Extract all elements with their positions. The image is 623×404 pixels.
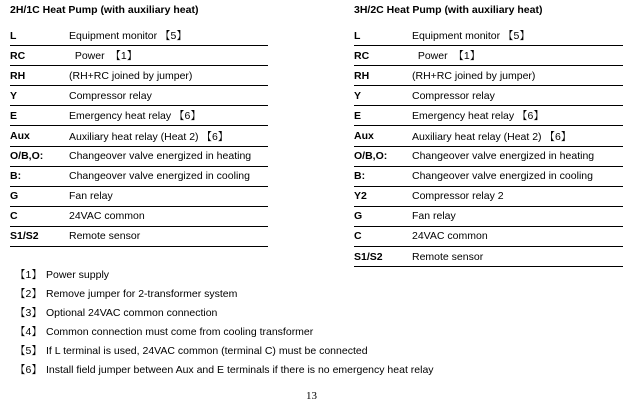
terminal-description: (RH+RC joined by jumper) [69, 66, 268, 86]
terminal-label: Aux [354, 126, 412, 146]
terminal-description: Fan relay [69, 186, 268, 206]
terminal-label: Aux [10, 126, 69, 146]
terminal-description: Compressor relay 2 [412, 186, 623, 206]
terminal-description: Changeover valve energized in cooling [69, 166, 268, 186]
footnote-item [15, 304, 434, 323]
terminal-description: Changeover valve energized in heating [412, 146, 623, 166]
terminal-description: 24VAC common [69, 206, 268, 226]
terminal-label: G [10, 186, 69, 206]
terminal-description: Remote sensor [412, 247, 623, 267]
terminal-description: Emergency heat relay 【6】 [412, 106, 623, 126]
terminal-label: S1/S2 [354, 247, 412, 267]
table-row [354, 226, 623, 246]
footnote-number: 【1】 [15, 269, 42, 281]
right-wiring-table [354, 26, 623, 267]
terminal-label: RC [354, 46, 412, 66]
terminal-description: 24VAC common [412, 226, 623, 246]
footnotes [15, 266, 434, 380]
footnote-text: If L terminal is used, 24VAC common (terminal C) must be connected [46, 345, 368, 357]
terminal-label: Y [10, 86, 69, 106]
footnote-text: Power supply [46, 269, 110, 281]
table-row [354, 206, 623, 226]
terminal-label: RC [10, 46, 69, 66]
footnote-number: 【5】 [15, 345, 42, 357]
terminal-description: Power 【1】 [412, 46, 623, 66]
table-row [10, 226, 268, 246]
terminal-label: B: [10, 166, 69, 186]
table-row [10, 206, 268, 226]
terminal-label: B: [354, 166, 412, 186]
right-section-title: 3H/2C Heat Pump (with auxiliary heat) [354, 4, 543, 16]
table-row [354, 186, 623, 206]
table-row [10, 106, 268, 126]
footnote-number: 【2】 [15, 288, 42, 300]
footnote-item [15, 285, 434, 304]
terminal-label: G [354, 206, 412, 226]
footnote-item [15, 361, 434, 380]
table-row [10, 66, 268, 86]
footnote-text: Common connection must come from cooling transformer [46, 326, 314, 338]
terminal-description: (RH+RC joined by jumper) [412, 66, 623, 86]
footnote-text: Install field jumper between Aux and E terminals if there is no emergency heat relay [46, 364, 434, 376]
terminal-label: RH [10, 66, 69, 86]
footnote-number: 【3】 [15, 307, 42, 319]
table-row [10, 86, 268, 106]
table-row [354, 86, 623, 106]
footnote-item [15, 342, 434, 361]
table-row [10, 26, 268, 46]
terminal-description: Changeover valve energized in heating [69, 146, 268, 166]
terminal-label: S1/S2 [10, 226, 69, 246]
terminal-label: E [10, 106, 69, 126]
terminal-label: O/B,O: [354, 146, 412, 166]
table-row [10, 126, 268, 146]
table-row [354, 166, 623, 186]
table-row [354, 46, 623, 66]
terminal-description: Emergency heat relay 【6】 [69, 106, 268, 126]
table-row [354, 146, 623, 166]
terminal-description: Fan relay [412, 206, 623, 226]
terminal-description: Compressor relay [412, 86, 623, 106]
table-row [354, 247, 623, 267]
table-row [354, 26, 623, 46]
terminal-description: Auxiliary heat relay (Heat 2) 【6】 [69, 126, 268, 146]
terminal-description: Changeover valve energized in cooling [412, 166, 623, 186]
footnote-number: 【4】 [15, 326, 42, 338]
table-row [354, 66, 623, 86]
footnote-item [15, 323, 434, 342]
footnote-number: 【6】 [15, 364, 42, 376]
left-wiring-table [10, 26, 268, 247]
terminal-description: Equipment monitor 【5】 [412, 26, 623, 46]
terminal-label: C [10, 206, 69, 226]
terminal-label: Y2 [354, 186, 412, 206]
table-row [10, 46, 268, 66]
footnote-text: Optional 24VAC common connection [46, 307, 218, 319]
terminal-description: Power 【1】 [69, 46, 268, 66]
table-row [354, 126, 623, 146]
table-row [354, 106, 623, 126]
footnote-item [15, 266, 434, 285]
terminal-description: Auxiliary heat relay (Heat 2) 【6】 [412, 126, 623, 146]
terminal-label: C [354, 226, 412, 246]
terminal-description: Remote sensor [69, 226, 268, 246]
terminal-label: O/B,O: [10, 146, 69, 166]
table-row [10, 146, 268, 166]
page-number: 13 [306, 390, 317, 402]
terminal-label: Y [354, 86, 412, 106]
terminal-label: RH [354, 66, 412, 86]
table-row [10, 186, 268, 206]
terminal-label: E [354, 106, 412, 126]
footnote-text: Remove jumper for 2-transformer system [46, 288, 238, 300]
left-section-title: 2H/1C Heat Pump (with auxiliary heat) [10, 4, 199, 16]
terminal-description: Equipment monitor 【5】 [69, 26, 268, 46]
terminal-label: L [354, 26, 412, 46]
table-row [10, 166, 268, 186]
terminal-description: Compressor relay [69, 86, 268, 106]
terminal-label: L [10, 26, 69, 46]
